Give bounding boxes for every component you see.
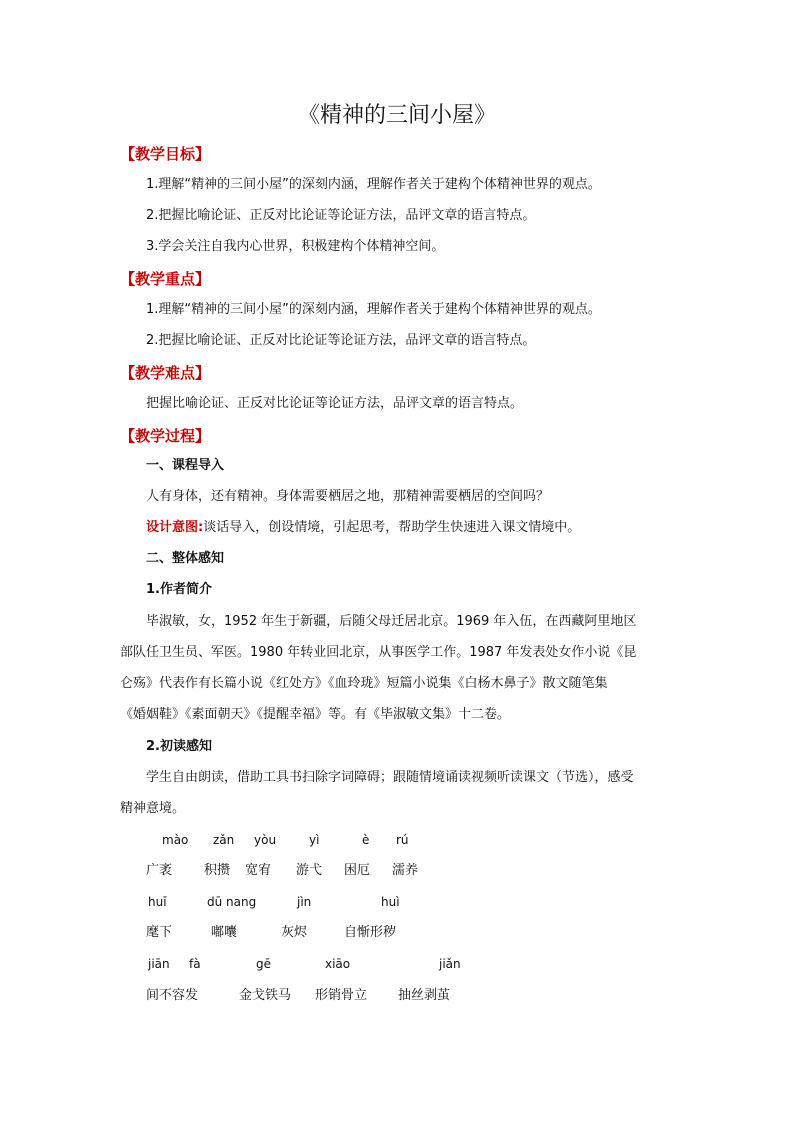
pinyin-label: jìn bbox=[297, 895, 312, 909]
document-title: 《精神的三间小屋》 bbox=[297, 103, 496, 128]
pinyin-label: jiān bbox=[148, 957, 170, 971]
difficulty-item: 把握比喻论证、正反对比论证等论证方法，品评文章的语言特点。 bbox=[146, 396, 524, 411]
author-intro-line: 部队任卫生员、军医。1980 年转业回北京，从事医学工作。1987 年发表处女作小说《昆 bbox=[120, 645, 637, 660]
first-reading-line: 学生自由朗读，借助工具书扫除字词障碍；跟随情境诵读视频听读课文（节选），感受 bbox=[146, 770, 634, 785]
pinyin-label: gē bbox=[256, 957, 271, 971]
vocab-word: 宽宥 bbox=[245, 863, 272, 878]
pinyin-label: yì bbox=[309, 833, 320, 847]
goal-item: 1.理解“精神的三间小屋”的深刻内涵，理解作者关于建构个体精神世界的观点。 bbox=[146, 177, 601, 192]
heading-teaching-focus: 【教学重点】 bbox=[120, 270, 211, 288]
pinyin-label: è bbox=[362, 833, 370, 847]
heading-teaching-difficulty: 【教学难点】 bbox=[120, 364, 211, 382]
pinyin-label: xiāo bbox=[325, 957, 351, 971]
goal-item: 3.学会关注自我内心世界，积极建构个体精神空间。 bbox=[146, 239, 445, 254]
vocab-word: 抽丝剥茧 bbox=[398, 988, 451, 1003]
focus-item: 2.把握比喻论证、正反对比论证等论证方法，品评文章的语言特点。 bbox=[146, 333, 536, 348]
pinyin-label: rú bbox=[396, 833, 409, 847]
first-reading-line: 精神意境。 bbox=[120, 801, 186, 816]
vocab-word: 游弋 bbox=[296, 863, 323, 878]
pinyin-label: fà bbox=[189, 957, 201, 971]
vocab-word: 积攒 bbox=[204, 863, 231, 878]
vocab-word: 自惭形秽 bbox=[344, 925, 397, 940]
design-intent bbox=[146, 518, 580, 538]
author-intro-line: 《婚姻鞋》《素面朝天》《提醒幸福》等。有《毕淑敏文集》十二卷。 bbox=[120, 707, 511, 722]
vocab-word: 困厄 bbox=[344, 863, 371, 878]
pinyin-label: dū nang bbox=[207, 895, 257, 909]
pinyin-label: huī bbox=[148, 895, 167, 909]
vocab-word: 金戈铁马 bbox=[239, 988, 292, 1003]
first-reading-title: 2.初读感知 bbox=[146, 739, 212, 754]
pinyin-label: mào bbox=[162, 833, 189, 847]
part1-title: 一、课程导入 bbox=[146, 458, 225, 473]
vocab-word: 间不容发 bbox=[146, 988, 199, 1003]
author-intro-title: 1.作者简介 bbox=[146, 582, 212, 597]
design-intent-text: 谈话导入，创设情境，引起思考，帮助学生快速进入课文情境中。 bbox=[203, 520, 581, 535]
vocab-word: 灰烬 bbox=[281, 925, 308, 940]
goal-item: 2.把握比喻论证、正反对比论证等论证方法，品评文章的语言特点。 bbox=[146, 208, 536, 223]
design-intent-label: 设计意图: bbox=[146, 520, 204, 535]
heading-teaching-process: 【教学过程】 bbox=[120, 427, 211, 445]
vocab-word: 形销骨立 bbox=[315, 988, 368, 1003]
focus-item: 1.理解“精神的三间小屋”的深刻内涵，理解作者关于建构个体精神世界的观点。 bbox=[146, 302, 601, 317]
part1-text: 人有身体，还有精神。身体需要栖居之地，那精神需要栖居的空间吗？ bbox=[146, 489, 550, 504]
heading-teaching-goals: 【教学目标】 bbox=[120, 145, 211, 163]
author-intro-line: 仑殇》代表作有长篇小说《红处方》《血玲珑》短篇小说集《白杨木鼻子》散文随笔集 bbox=[120, 676, 608, 691]
author-intro-line: 毕淑敏，女，1952 年生于新疆，后随父母迁居北京。1969 年入伍，在西藏阿里地区 bbox=[146, 614, 637, 629]
vocab-word: 广袤 bbox=[146, 863, 173, 878]
vocab-word: 嘟囔 bbox=[211, 925, 238, 940]
vocab-word: 麾下 bbox=[146, 925, 173, 940]
pinyin-label: jiǎn bbox=[439, 957, 461, 971]
part2-title: 二、整体感知 bbox=[146, 551, 225, 566]
vocab-word: 濡养 bbox=[392, 863, 419, 878]
pinyin-label: yòu bbox=[254, 833, 277, 847]
pinyin-label: zǎn bbox=[213, 833, 235, 847]
pinyin-label: huì bbox=[381, 895, 400, 909]
